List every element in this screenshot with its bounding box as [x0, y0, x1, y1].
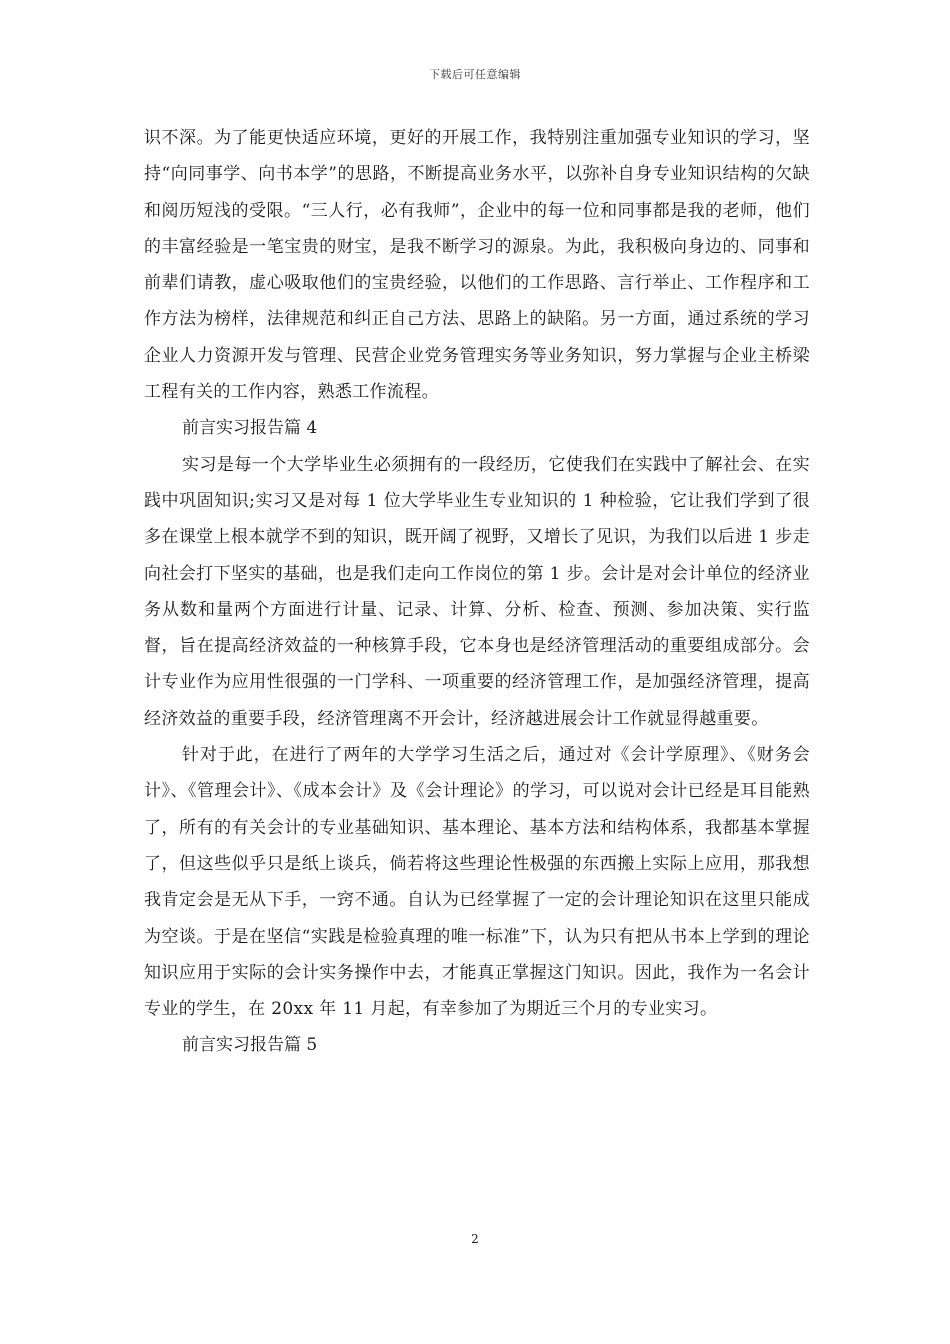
section-heading-5: 前言实习报告篇 5 [182, 1035, 318, 1056]
page-number: 2 [471, 1232, 479, 1246]
body-paragraph-accounting-study: 针对于此，在进行了两年的大学学习生活之后，通过对《会计学原理》、《财务会计》、《管理会计》、《成本会计》及《会计理论》的学习，可以说对会计已经是耳目能熟了，所有的有关会计的专业基础知识、基本理论、基本方法和结构体系，我都基本掌握了，但这些似乎只是纸上谈兵，倘若将这些理论性极强的东西搬上实际上应用，那我想我肯定会是无从下手，一窍不通。自认为已经掌握了一定的会计理论知识在这里只能成为空谈。于是在坚信“实践是检验真理的唯一标准”下，认为只有把从书本上学到的理论知识应用于实际的会计实务操作中去，才能真正掌握这门知识。因此，我作为一名会计专业的学生，在 20xx 年 11 月起，有幸参加了为期近三个月的专业实习。 [144, 745, 810, 1020]
section-heading-4: 前言实习报告篇 4 [182, 418, 318, 439]
body-paragraph-continued: 识不深。为了能更快适应环境，更好的开展工作，我特别注重加强专业知识的学习，坚持“向同事学、向书本学”的思路，不断提高业务水平，以弥补自身专业知识结构的欠缺和阅历短浅的受限。“三人行，必有我师”，企业中的每一位和同事都是我的老师，他们的丰富经验是一笔宝贵的财宝，是我不断学习的源泉。为此，我积极向身边的、同事和前辈们请教，虚心吸取他们的宝贵经验，以他们的工作思路、言行举止、工作程序和工作方法为榜样，法律规范和纠正自己方法、思路上的缺陷。另一方面，通过系统的学习企业人力资源开发与管理、民营企业党务管理实务等业务知识，努力掌握与企业主桥梁工程有关的工作内容，熟悉工作流程。 [144, 128, 810, 403]
body-paragraph-internship-intro: 实习是每一个大学毕业生必须拥有的一段经历，它使我们在实践中了解社会、在实践中巩固知识;实习又是对每 1 位大学毕业生专业知识的 1 种检验，它让我们学到了很多在课堂上根本就学不到的知识，既开阔了视野，又增长了见识，为我们以后进 1 步走向社会打下坚实的基础，也是我们走向工作岗位的第 1 步。会计是对会计单位的经济业务从数和量两个方面进行计量、记录、计算、分析、检查、预测、参加决策、实行监督，旨在提高经济效益的一种核算手段，它本身也是经济管理活动的重要组成部分。会计专业作为应用性很强的一门学科、一项重要的经济管理工作，是加强经济管理，提高经济效益的重要手段，经济管理离不开会计，经济越进展会计工作就显得越重要。 [144, 454, 810, 729]
page-header: 下载后可任意编辑 [429, 68, 521, 81]
document-body [144, 120, 810, 1064]
